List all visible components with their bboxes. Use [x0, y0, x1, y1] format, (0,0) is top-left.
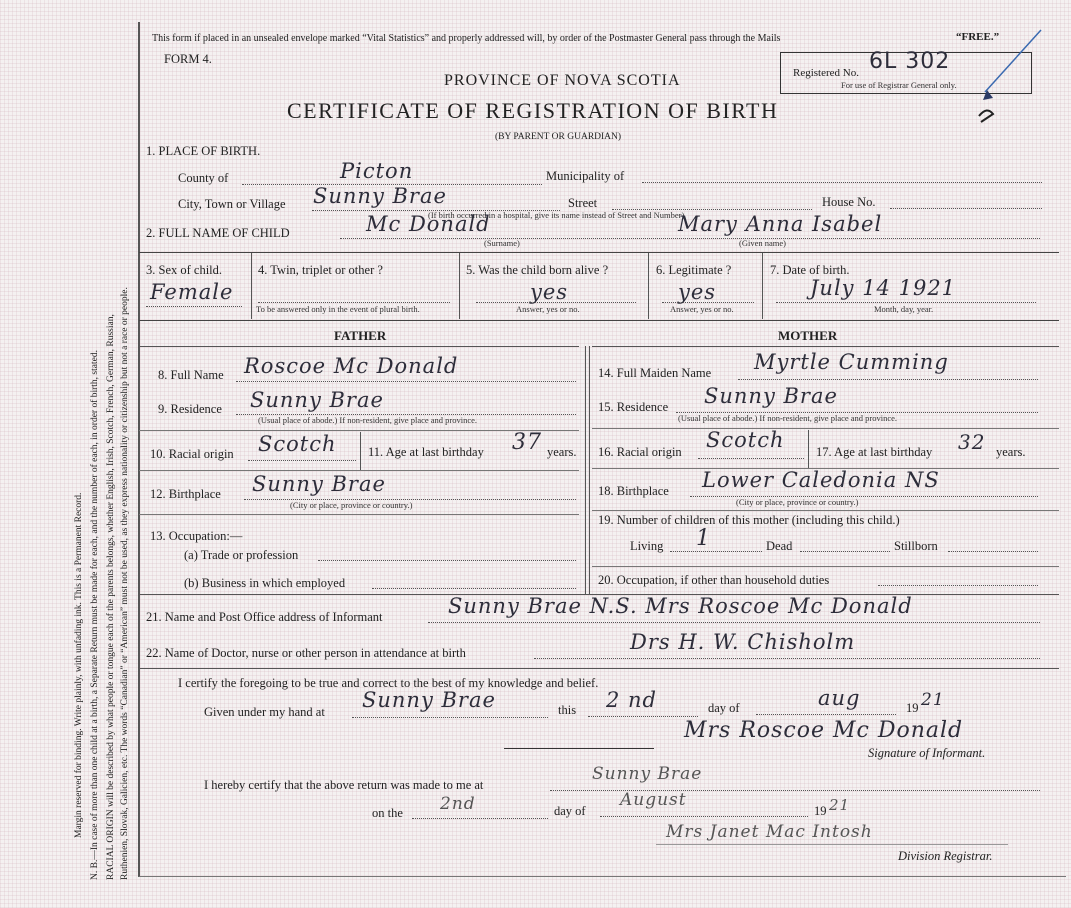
living-value: 1	[696, 526, 711, 551]
father-name-label: 8. Full Name	[158, 368, 224, 382]
informant-value: Sunny Brae N.S. Mrs Roscoe Mc Donald	[448, 594, 913, 618]
child-given-name: Mary Anna Isabel	[678, 212, 883, 236]
given-under-label: Given under my hand at	[204, 705, 325, 719]
father-age-label: 11. Age at last birthday	[368, 445, 484, 459]
certificate-title: CERTIFICATE OF REGISTRATION OF BIRTH	[287, 98, 779, 123]
registrar-signature: Mrs Janet Mac Intosh	[666, 822, 873, 842]
mother-age-value: 32	[958, 430, 986, 454]
registrar-month-value: August	[620, 790, 687, 810]
hospital-note: (If birth occurred in a hospital, give its name instead of Street and Number)	[428, 210, 685, 220]
sex-label: 3. Sex of child.	[146, 263, 223, 277]
informant-label: 21. Name and Post Office address of Informant	[146, 610, 383, 624]
date-value: July 14 1921	[810, 276, 957, 300]
mother-years-label: years.	[996, 445, 1026, 459]
registrar-year-value: 21	[829, 796, 851, 814]
living-label: Living	[630, 539, 664, 553]
mother-heading: MOTHER	[778, 328, 838, 343]
children-count-label: 19. Number of children of this mother (including this child.)	[598, 513, 900, 527]
place-heading: 1. PLACE OF BIRTH.	[146, 144, 261, 158]
father-residence-note: (Usual place of abode.) If non-resident, give place and province.	[258, 415, 478, 425]
twin-note: To be answered only in the event of plural birth.	[256, 304, 420, 314]
surname-note: (Surname)	[484, 238, 520, 248]
mother-racial-value: Scotch	[706, 428, 785, 452]
father-years-label: years.	[547, 445, 577, 459]
twin-label: 4. Twin, triplet or other ?	[258, 263, 383, 277]
father-age-value: 37	[512, 430, 542, 455]
registrar-day-value: 2nd	[440, 794, 476, 814]
mother-residence-value: Sunny Brae	[704, 384, 838, 408]
certificate-subtitle: (BY PARENT OR GUARDIAN)	[495, 132, 622, 142]
free-label: “FREE.”	[956, 31, 1000, 43]
province-heading: PROVINCE OF NOVA SCOTIA	[444, 72, 681, 89]
registered-value: 6L 302	[869, 49, 951, 74]
father-occupation-label: 13. Occupation:—	[150, 529, 243, 543]
doctor-value: Drs H. W. Chisholm	[630, 630, 856, 654]
mother-birthplace-note: (City or place, province or country.)	[736, 497, 859, 507]
alive-label: 5. Was the child born alive ?	[466, 263, 609, 277]
father-name-value: Roscoe Mc Donald	[244, 354, 459, 378]
father-birthplace-label: 12. Birthplace	[150, 487, 221, 501]
date-note: Month, day, year.	[874, 304, 934, 314]
date-label: 7. Date of birth.	[770, 263, 850, 277]
registrar-note: For use of Registrar General only.	[841, 80, 957, 90]
father-residence-label: 9. Residence	[158, 402, 222, 416]
postal-notice: This form if placed in an unsealed envelope marked “Vital Statistics” and properly addressed will, by order of the Postmaster General pass through the Mails	[152, 33, 781, 44]
county-value: Picton	[340, 159, 414, 183]
father-residence-value: Sunny Brae	[250, 388, 384, 412]
side-note-1: Margin reserved for binding. Write plainly, with unfading ink. This is a Permanent Record.	[74, 492, 84, 838]
registered-label: Registered No.	[793, 67, 859, 79]
mother-residence-label: 15. Residence	[598, 400, 669, 414]
father-racial-label: 10. Racial origin	[150, 447, 234, 461]
mother-birthplace-label: 18. Birthplace	[598, 484, 669, 498]
form-number: FORM 4.	[164, 52, 212, 66]
city-value: Sunny Brae	[313, 184, 447, 208]
stillborn-label: Stillborn	[894, 539, 938, 553]
given-note: (Given name)	[739, 238, 786, 248]
registrar-day-of-label: day of	[554, 804, 586, 818]
father-heading: FATHER	[334, 328, 387, 343]
this-label: this	[558, 703, 577, 717]
child-surname: Mc Donald	[366, 212, 491, 236]
mother-age-label: 17. Age at last birthday	[816, 445, 933, 459]
father-birthplace-note: (City or place, province or country.)	[290, 500, 413, 510]
house-label: House No.	[822, 195, 876, 209]
certify-statement: I certify the foregoing to be true and correct to the best of my knowledge and belief.	[178, 676, 599, 690]
registrar-statement: I hereby certify that the above return was made to me at	[204, 778, 484, 792]
given-place-value: Sunny Brae	[362, 688, 496, 712]
side-note-4: Ruthenien, Slovak, Galicien, etc. The words “Canadian” or “American” must not be used, as they express nationality or citizenship but not a race or people.	[120, 287, 130, 880]
informant-signature-label: Signature of Informant.	[868, 746, 986, 760]
dead-label: Dead	[766, 539, 793, 553]
county-label: County of	[178, 171, 229, 185]
business-label: (b) Business in which employed	[184, 576, 346, 590]
side-note-2: N. B.—In case of more than one child at a birth, a Separate Return must be made for each, and the number of each, in order of birth, stated.	[90, 350, 100, 880]
registrar-signature-label: Division Registrar.	[898, 849, 993, 863]
city-label: City, Town or Village	[178, 197, 286, 211]
mother-name-label: 14. Full Maiden Name	[598, 366, 712, 380]
father-birthplace-value: Sunny Brae	[252, 472, 386, 496]
side-note-3: RACIAL ORIGIN will be described by what people or tongue each of the parents belongs, whether English, Irish, Scotch, French, German, Russian,	[106, 314, 116, 880]
legitimate-answer-note: Answer, yes or no.	[670, 304, 734, 314]
informant-signature: Mrs Roscoe Mc Donald	[684, 718, 964, 743]
registrar-year-prefix: 19	[814, 804, 827, 818]
mother-birthplace-value: Lower Caledonia NS	[702, 468, 940, 492]
legitimate-value: yes	[678, 280, 717, 304]
on-the-label: on the	[372, 806, 403, 820]
alive-value: yes	[530, 280, 569, 304]
given-day-value: 2 nd	[606, 688, 658, 712]
day-of-label: day of	[708, 701, 740, 715]
mother-name-value: Myrtle Cumming	[754, 350, 949, 374]
given-year-prefix: 19	[906, 701, 919, 715]
trade-label: (a) Trade or profession	[184, 548, 299, 562]
municipality-label: Municipality of	[546, 169, 625, 183]
sex-value: Female	[150, 280, 234, 304]
alive-answer-note: Answer, yes or no.	[516, 304, 580, 314]
mother-residence-note: (Usual place of abode.) If non-resident, give place and province.	[678, 413, 898, 423]
mother-occupation-label: 20. Occupation, if other than household duties	[598, 573, 830, 587]
registrar-place-value: Sunny Brae	[592, 764, 703, 784]
pen-mark-icon	[975, 28, 1045, 128]
doctor-label: 22. Name of Doctor, nurse or other person in attendance at birth	[146, 646, 466, 660]
child-name-label: 2. FULL NAME OF CHILD	[146, 226, 290, 240]
legitimate-label: 6. Legitimate ?	[656, 263, 732, 277]
father-racial-value: Scotch	[258, 432, 337, 456]
given-year-value: 21	[921, 690, 945, 710]
mother-racial-label: 16. Racial origin	[598, 445, 682, 459]
street-label: Street	[568, 196, 598, 210]
given-month-value: aug	[818, 686, 861, 710]
